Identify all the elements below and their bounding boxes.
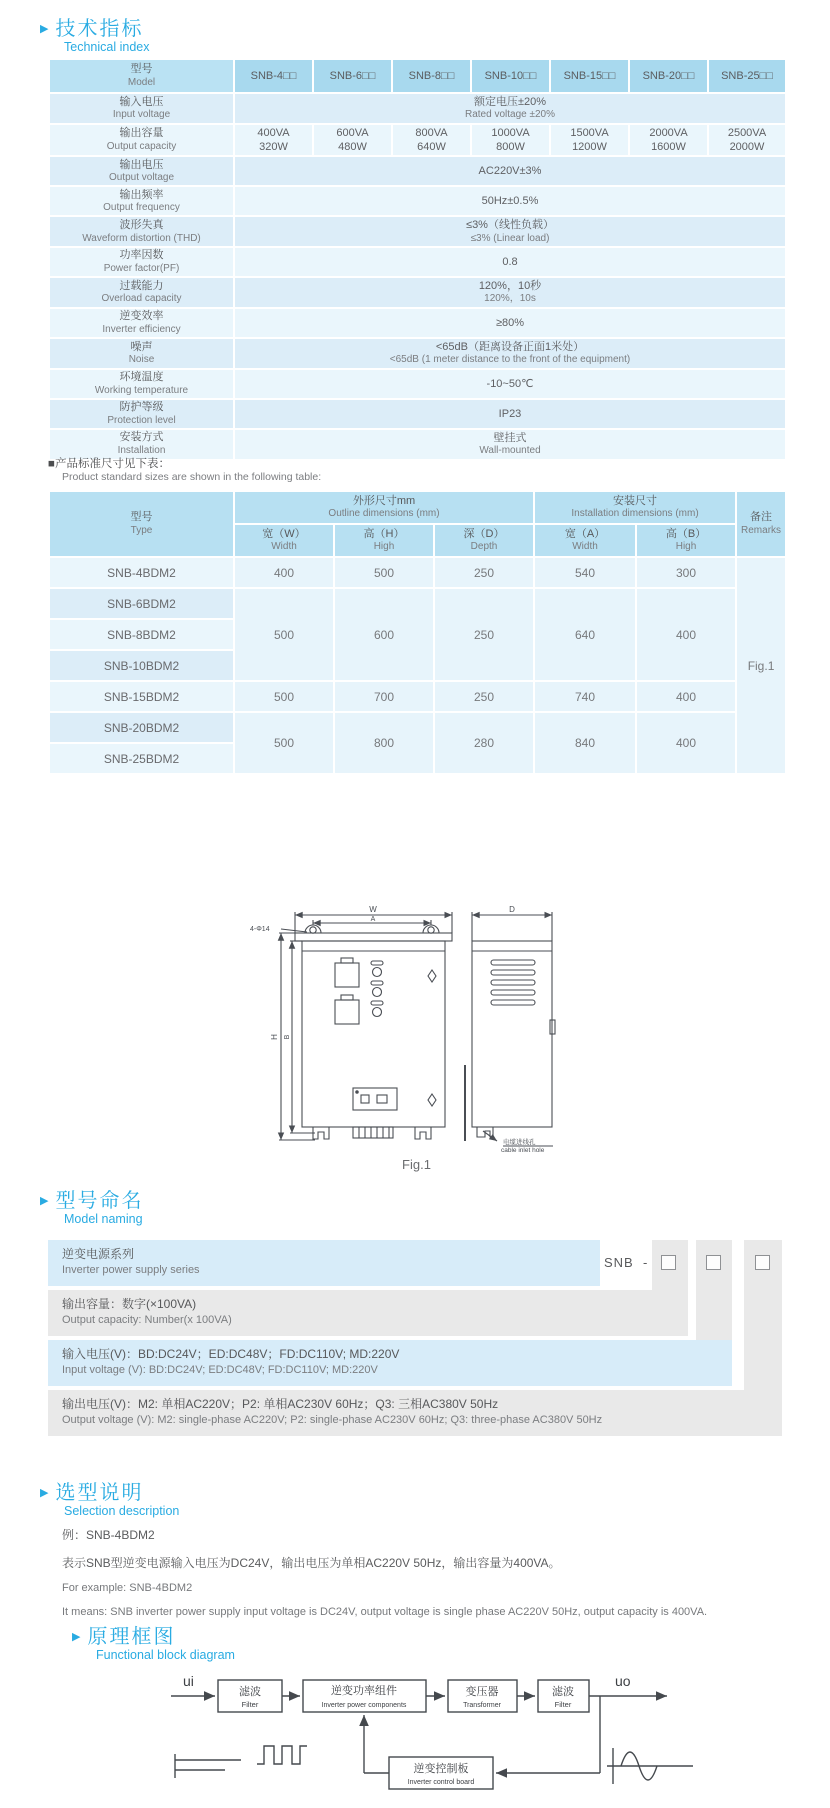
cell-line-zh: 800VA <box>415 126 448 139</box>
dim-label-holes: 4-Φ14 <box>250 926 270 933</box>
block-input-label: ui <box>183 1673 194 1689</box>
spec-value-cell <box>708 124 786 157</box>
spec-model-label <box>49 59 234 93</box>
size-value-cell: 250 <box>434 681 534 712</box>
spec-model-chip: SNB-20□□ <box>629 59 708 93</box>
cell-line-en: Output capacity <box>106 140 177 152</box>
spec-row <box>49 277 786 308</box>
block-power-en: Inverter power components <box>321 1702 407 1709</box>
size-subcol-header <box>636 524 736 557</box>
spec-row-label <box>49 93 234 124</box>
block-filter2-en: Filter <box>554 1700 572 1709</box>
cell-line-zh: 输出容量 <box>119 127 164 140</box>
cell-line-zh: 400VA <box>257 126 290 139</box>
cell-line-en: 640W <box>417 141 446 154</box>
spec-value-cell <box>234 93 786 124</box>
cell-line-zh: 过载能力 <box>119 279 164 292</box>
cell-line-en: Input voltage (V): BD:DC24V; ED:DC48V; FD:DC110V; MD:220V <box>62 1364 378 1376</box>
naming-row-2 <box>48 1290 688 1336</box>
spec-row <box>49 93 786 124</box>
size-install-zh: 安装尺寸 <box>613 494 658 507</box>
dim-label-d: D <box>509 905 515 914</box>
size-note-zh: ■产品标准尺寸见下表： <box>48 458 170 470</box>
spec-value-cell <box>234 156 786 186</box>
spec-value-cell <box>313 124 392 157</box>
cell-line-zh: 0.8 <box>502 256 518 269</box>
spec-value-cell <box>234 186 786 216</box>
cell-line-en: Noise <box>128 354 155 366</box>
spec-value-cell <box>234 429 786 460</box>
size-value-cell: 400 <box>636 681 736 712</box>
cell-line-zh: 安装方式 <box>119 431 164 444</box>
naming-section-title <box>40 1184 143 1213</box>
cell-line-en: Power factor(PF) <box>103 263 180 275</box>
spec-value-cell <box>392 124 471 157</box>
spec-row-label <box>49 277 234 308</box>
size-remark-cell: Fig.1 <box>736 557 786 774</box>
cell-line-zh: 输入电压 <box>119 95 164 108</box>
cell-line-zh: 高（H） <box>363 527 405 540</box>
size-outline-zh: 外形尺寸mm <box>352 494 416 507</box>
spec-row-label <box>49 338 234 369</box>
spec-value-cell <box>471 124 550 157</box>
block-section-subtitle: Functional block diagram <box>96 1648 235 1662</box>
cell-line-en: 2000W <box>729 141 765 154</box>
tech-section-subtitle: Technical index <box>64 40 150 54</box>
cell-line-zh: 输出电压 <box>119 158 164 171</box>
size-install-header <box>534 491 736 524</box>
cell-line-en: 1600W <box>651 141 686 154</box>
block-filter2-zh: 滤波 <box>552 1686 574 1698</box>
spec-row-label <box>49 186 234 216</box>
tech-section-title <box>40 12 143 41</box>
spec-header-row <box>49 59 786 93</box>
section-bullet-icon: ▶ <box>40 23 49 35</box>
cell-line-zh: 额定电压±20% <box>473 96 547 108</box>
cell-line-zh: 输出电压(V)：M2: 单相AC220V；P2: 单相AC230V 60Hz；Q3: 三相AC380V 50Hz <box>62 1397 499 1411</box>
cell-line-en: Waveform distortion (THD) <box>82 232 201 244</box>
section-bullet-icon: ▶ <box>40 1487 49 1499</box>
selection-section-title <box>40 1476 143 1505</box>
cell-line-en: High <box>373 541 395 553</box>
size-value-cell: 250 <box>434 588 534 681</box>
dimension-figure <box>235 905 580 1153</box>
size-type-en: Type <box>130 524 153 536</box>
cell-line-en: Width <box>271 541 297 553</box>
selection-desc-zh: 表示SNB型逆变电源输入电压为DC24V，输出电压为单相AC220V 50Hz，输出容量为400VA。 <box>62 1556 561 1570</box>
selection-example-zh: 例：SNB-4BDM2 <box>62 1528 155 1542</box>
dim-label-h: H <box>270 1034 279 1040</box>
cell-line-zh: 输出容量：数字(×100VA) <box>62 1297 197 1311</box>
section-bullet-icon: ▶ <box>72 1631 81 1643</box>
block-power-zh: 逆变功率组件 <box>331 1685 397 1697</box>
naming-title-zh: 型号命名 <box>55 1190 144 1212</box>
cell-line-en: Wall-mounted <box>479 445 541 457</box>
spec-table-body <box>49 93 786 460</box>
size-value-cell: 400 <box>636 588 736 681</box>
cell-line-zh: 宽（W） <box>262 527 306 540</box>
size-value-cell: 600 <box>334 588 434 681</box>
cell-line-zh: 2000VA <box>649 126 688 139</box>
size-value-cell: 500 <box>334 557 434 588</box>
size-row <box>49 712 786 743</box>
cable-inlet-label-zh: 电缆进线孔 <box>503 1139 536 1146</box>
spec-value-cell <box>550 124 629 157</box>
cell-line-en: Inverter power supply series <box>62 1264 200 1276</box>
spec-row-label <box>49 124 234 157</box>
spec-row <box>49 124 786 157</box>
spec-row <box>49 308 786 338</box>
size-row <box>49 557 786 588</box>
spec-value-cell <box>234 338 786 369</box>
size-remarks-header <box>736 491 786 557</box>
cell-line-zh: 1500VA <box>570 126 609 139</box>
cable-inlet-label-en: cable inlet hole <box>501 1147 545 1153</box>
spec-row-label <box>49 369 234 399</box>
size-row <box>49 588 786 619</box>
size-value-cell: 400 <box>234 557 334 588</box>
naming-row-1 <box>48 1240 600 1286</box>
size-type-cell: SNB-25BDM2 <box>49 743 234 774</box>
cell-line-en: 480W <box>338 141 367 154</box>
size-type-cell: SNB-4BDM2 <box>49 557 234 588</box>
dim-label-b: B <box>284 1034 291 1040</box>
selection-desc-en: It means: SNB inverter power supply input voltage is DC24V, output voltage is single phase AC220V 50Hz, output capacity is 400VA. <box>62 1606 708 1618</box>
size-value-cell: 500 <box>234 588 334 681</box>
spec-table <box>48 58 787 461</box>
cell-line-zh: ≥80% <box>495 316 525 329</box>
cell-line-zh: 120%，10秒 <box>478 280 542 293</box>
size-table-body <box>49 557 786 774</box>
model-naming-diagram <box>48 1240 787 1440</box>
cell-line-en: <65dB (1 meter distance to the front of the equipment) <box>389 354 631 366</box>
cell-line-en: Working temperature <box>94 384 189 396</box>
cell-line-en: Output capacity: Number(x 100VA) <box>62 1314 232 1326</box>
cell-line-zh: 壁挂式 <box>493 431 527 444</box>
block-diagram-figure <box>145 1662 700 1804</box>
selection-section-subtitle: Selection description <box>64 1504 180 1518</box>
cell-line-en: 320W <box>259 141 288 154</box>
spec-value-cell <box>234 277 786 308</box>
spec-row-label <box>49 216 234 247</box>
section-bullet-icon: ▶ <box>40 1195 49 1207</box>
spec-row <box>49 156 786 186</box>
size-value-cell: 640 <box>534 588 636 681</box>
size-header-row-1 <box>49 491 786 524</box>
cell-line-zh: 输入电压(V)：BD:DC24V；ED:DC48V；FD:DC110V; MD:220V <box>62 1347 400 1361</box>
cell-line-zh: 输出频率 <box>119 188 164 201</box>
size-value-cell: 280 <box>434 712 534 774</box>
spec-row <box>49 369 786 399</box>
size-subcol-header <box>334 524 434 557</box>
cell-line-zh: 逆变效率 <box>119 310 164 323</box>
cell-line-zh: 600VA <box>336 126 369 139</box>
spec-model-chip: SNB-4□□ <box>234 59 313 93</box>
naming-section-subtitle: Model naming <box>64 1212 143 1226</box>
size-value-cell: 800 <box>334 712 434 774</box>
cell-line-zh: -10~50℃ <box>486 377 534 390</box>
block-filter1-zh: 滤波 <box>239 1686 261 1698</box>
cell-line-en: Output voltage <box>108 172 175 184</box>
size-outline-header <box>234 491 534 524</box>
block-section-title <box>72 1620 175 1649</box>
spec-model-chip: SNB-15□□ <box>550 59 629 93</box>
cell-line-zh: 1000VA <box>491 126 530 139</box>
size-remarks-zh: 备注 <box>750 511 773 524</box>
cell-line-zh: 波形失真 <box>119 218 164 231</box>
size-value-cell: 500 <box>234 681 334 712</box>
cell-line-en: Protection level <box>107 414 176 426</box>
spec-model-label-en: Model <box>127 76 156 88</box>
cell-line-en: ≤3% (Linear load) <box>470 232 550 244</box>
spec-row-label <box>49 156 234 186</box>
size-table <box>48 490 787 775</box>
spec-row <box>49 216 786 247</box>
size-type-zh: 型号 <box>130 511 153 524</box>
size-outline-en: Outline dimensions (mm) <box>328 508 440 520</box>
size-type-cell: SNB-10BDM2 <box>49 650 234 681</box>
tech-title-zh: 技术指标 <box>55 18 144 40</box>
spec-model-label-zh: 型号 <box>130 63 153 76</box>
size-value-cell: 250 <box>434 557 534 588</box>
naming-prefix: SNB <box>604 1255 634 1270</box>
selection-example-en: For example: SNB-4BDM2 <box>62 1582 193 1594</box>
cell-line-en: 1200W <box>572 141 607 154</box>
block-transformer-zh: 变压器 <box>465 1686 499 1698</box>
cell-line-zh: 宽（A） <box>564 527 606 540</box>
cell-line-en: Depth <box>470 541 498 553</box>
spec-model-chip: SNB-10□□ <box>471 59 550 93</box>
naming-box-3 <box>755 1255 770 1270</box>
size-value-cell: 700 <box>334 681 434 712</box>
cell-line-zh: AC220V±3% <box>478 165 542 178</box>
cell-line-en: Output frequency <box>103 202 180 214</box>
cell-line-zh: 功率因数 <box>119 249 164 262</box>
spec-value-cell <box>234 247 786 277</box>
spec-value-cell <box>234 308 786 338</box>
dim-label-w: W <box>369 905 377 914</box>
size-value-cell: 300 <box>636 557 736 588</box>
spec-value-cell <box>234 369 786 399</box>
block-control-zh: 逆变控制板 <box>413 1763 469 1775</box>
size-install-en: Installation dimensions (mm) <box>571 508 699 520</box>
cell-line-zh: 环境温度 <box>119 370 164 383</box>
size-value-cell: 540 <box>534 557 636 588</box>
figure-caption: Fig.1 <box>402 1157 431 1172</box>
block-title-zh: 原理框图 <box>87 1626 176 1648</box>
spec-row-label <box>49 308 234 338</box>
spec-row <box>49 247 786 277</box>
cell-line-en: Installation <box>117 445 166 457</box>
cell-line-zh: IP23 <box>498 407 522 420</box>
size-type-cell: SNB-20BDM2 <box>49 712 234 743</box>
block-transformer-en: Transformer <box>463 1702 501 1709</box>
selection-title-zh: 选型说明 <box>55 1482 144 1504</box>
cell-line-zh: 高（B） <box>665 527 707 540</box>
size-type-cell: SNB-6BDM2 <box>49 588 234 619</box>
spec-row-label <box>49 247 234 277</box>
cell-line-zh: 深（D） <box>463 527 505 540</box>
size-subcol-header <box>534 524 636 557</box>
cell-line-zh: 逆变电源系列 <box>62 1247 135 1261</box>
block-filter1-en: Filter <box>241 1700 259 1709</box>
size-value-cell: 840 <box>534 712 636 774</box>
block-control-en: Inverter control board <box>407 1779 475 1786</box>
cell-line-zh: 50Hz±0.5% <box>481 195 539 208</box>
naming-row-4 <box>48 1390 782 1436</box>
dim-label-a: A <box>370 916 376 923</box>
cell-line-en: 120%，10s <box>484 293 536 305</box>
cell-line-zh: 噪声 <box>130 340 153 353</box>
spec-model-chip: SNB-6□□ <box>313 59 392 93</box>
size-remarks-en: Remarks <box>741 524 782 536</box>
cell-line-en: Inverter efficiency <box>102 323 181 335</box>
spec-value-cell <box>234 216 786 247</box>
naming-separator: - <box>643 1255 649 1270</box>
size-row <box>49 681 786 712</box>
cell-line-zh: 2500VA <box>727 126 767 139</box>
cell-line-en: Rated voltage ±20% <box>465 109 555 121</box>
naming-row-3 <box>48 1340 732 1386</box>
cell-line-en: Width <box>572 541 598 553</box>
block-output-label: uo <box>615 1673 631 1689</box>
cell-line-zh: 防护等级 <box>119 400 164 413</box>
spec-row <box>49 186 786 216</box>
size-note-en: Product standard sizes are shown in the following table: <box>62 471 322 483</box>
spec-row <box>49 399 786 429</box>
size-subcol-header <box>434 524 534 557</box>
cell-line-en: 800W <box>496 141 525 154</box>
cell-line-en: Overload capacity <box>101 293 182 305</box>
size-type-cell: SNB-8BDM2 <box>49 619 234 650</box>
cell-line-en: Input voltage <box>112 109 171 121</box>
size-type-cell: SNB-15BDM2 <box>49 681 234 712</box>
size-value-cell: 740 <box>534 681 636 712</box>
cell-line-zh: ≤3%（线性负载） <box>466 219 554 232</box>
cell-line-zh: <65dB（距离设备正面1米处） <box>435 340 585 353</box>
spec-value-cell <box>629 124 708 157</box>
size-type-header <box>49 491 234 557</box>
spec-model-chip: SNB-25□□ <box>708 59 786 93</box>
cell-line-en: Output voltage (V): M2: single-phase AC220V; P2: single-phase AC230V 60Hz; Q3: three-phase AC380V 50Hz <box>62 1414 603 1426</box>
cell-line-en: High <box>675 541 697 553</box>
size-value-cell: 400 <box>636 712 736 774</box>
spec-model-chip: SNB-8□□ <box>392 59 471 93</box>
naming-box-1 <box>661 1255 676 1270</box>
size-subcol-header <box>234 524 334 557</box>
spec-value-cell <box>234 399 786 429</box>
naming-box-2 <box>706 1255 721 1270</box>
spec-row-label <box>49 399 234 429</box>
spec-value-cell <box>234 124 313 157</box>
size-value-cell: 500 <box>234 712 334 774</box>
spec-row <box>49 338 786 369</box>
